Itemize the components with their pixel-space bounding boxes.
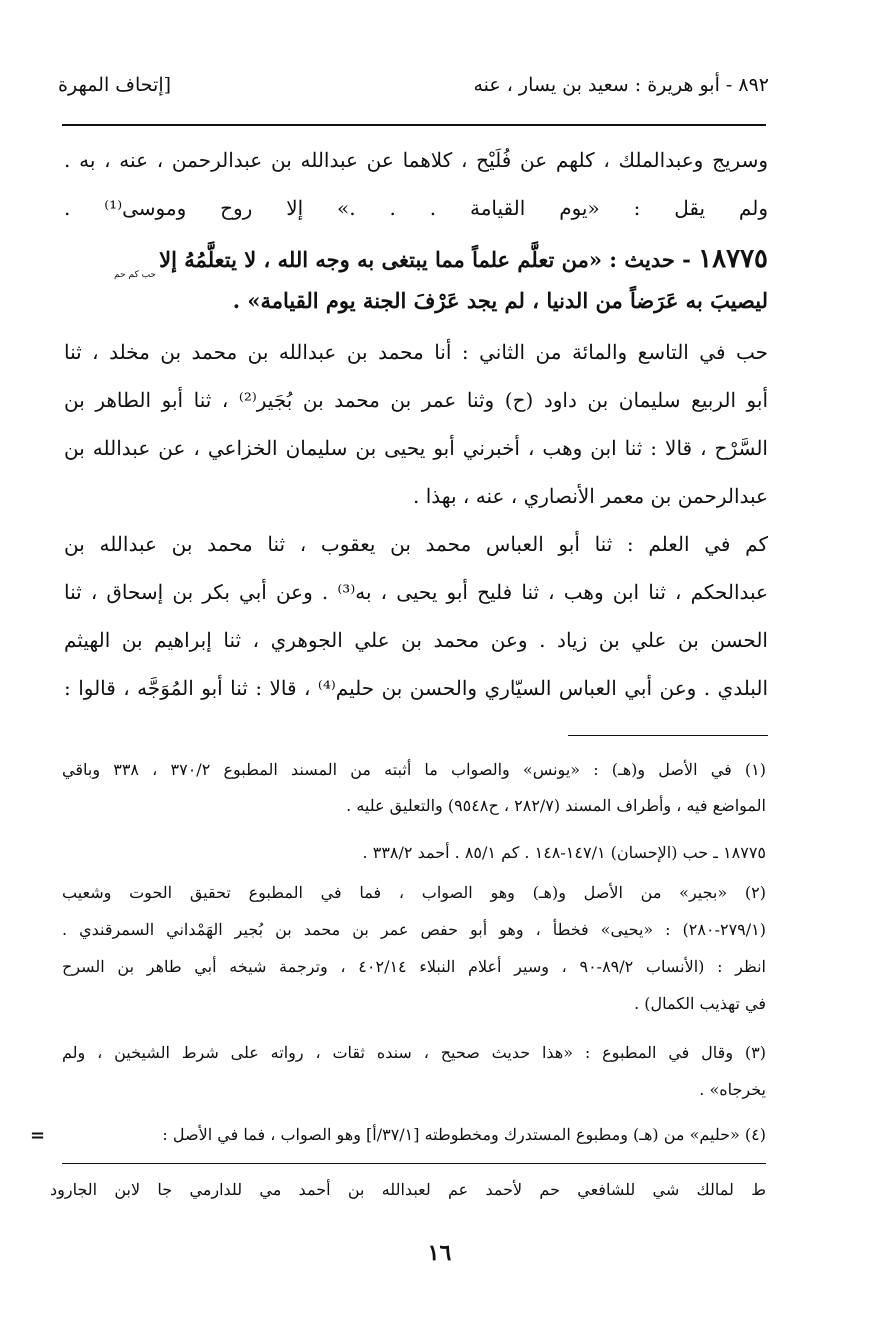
- paragraph-line: عبدالحكم ، ثنا ابن وهب ، ثنا فليح أبو يحيى ، به⁽³⁾ . وعن أبي بكر بن إسحاق ، ثنا: [64, 580, 768, 604]
- paragraph-line: السَّرْح ، قالا : ثنا ابن وهب ، أخبرني أبو يحيى بن سليمان الخزاعي ، عن عبدالله بن: [64, 436, 768, 460]
- reference-line: ١٨٧٧٥ ـ حب (الإحسان) ١٤٧/١-١٤٨ . كم ٨٥/١ . أحمد ٣٣٨/٢ .: [362, 843, 766, 862]
- paragraph-line: كم في العلم : ثنا أبو العباس محمد بن يعقوب ، ثنا محمد بن عبدالله بن: [64, 532, 768, 556]
- continuation-mark: =: [30, 1125, 46, 1146]
- running-header-title: ٨٩٢ - أبو هريرة : سعيد بن يسار ، عنه: [473, 74, 769, 96]
- hadith-heading-text: - حديث : «من تعلَّم علماً مما يبتغى به وجه الله ، لا يتعلَّمُهُ إلا: [159, 247, 691, 272]
- footnote-3: (٣) وقال في المطبوع : «هذا حديث صحيح ، سنده ثقات ، رواته على شرط الشيخين ، ولم: [62, 1043, 766, 1062]
- paragraph-line: عبدالرحمن بن معمر الأنصاري ، عنه ، بهذا .: [413, 484, 768, 508]
- hadith-number: ١٨٧٧٥: [698, 244, 768, 274]
- footnote-2-cont: (٢٧٩/١-٢٨٠) : «يحيى» فخطأ ، وهو أبو حفص عمر بن محمد بن بُجير الهَمْداني السمرقندي .: [62, 920, 766, 939]
- page-number: ١٦: [427, 1240, 452, 1266]
- paragraph-line: الحسن بن علي بن زياد . وعن محمد بن علي الجوهري ، ثنا إبراهيم بن الهيثم: [64, 628, 768, 652]
- paragraph-line: البلدي . وعن أبي العباس السيّاري والحسن بن حليم⁽⁴⁾ ، قالا : ثنا أبو المُوَجَّه ، قالوا :: [64, 676, 768, 700]
- running-header-book: [إتحاف المهرة: [58, 74, 172, 96]
- footnote-separator: [568, 735, 768, 736]
- footnote-2-cont: انظر : (الأنساب ٨٩/٢-٩٠ ، وسير أعلام النبلاء ٤٠٢/١٤ ، وترجمة شيخه أبي طاهر بن السرح: [62, 957, 767, 976]
- body-line: ولم يقل : «يوم القيامة . . .» إلا روح وموسى⁽¹⁾ .: [64, 196, 768, 220]
- hadith-text: ليصيبَ به عَرَضاً من الدنيا ، لم يجد عَرْفَ الجنة يوم القيامة» .: [232, 288, 768, 313]
- body-line: وسريج وعبدالملك ، كلهم عن فُلَيْح ، كلاهما عن عبدالله بن عبدالرحمن ، عنه ، به .: [64, 148, 768, 172]
- footnote-1: (١) في الأصل و(هـ) : «يونس» والصواب ما أثبته من المسند المطبوع ٣٧٠/٢ ، ٣٣٨ وباقي: [62, 760, 766, 779]
- footnote-2-cont: في تهذيب الكمال) .: [634, 994, 766, 1013]
- footnote-3-cont: يخرجاه» .: [699, 1080, 766, 1099]
- footnote-2: (٢) «بجير» من الأصل و(هـ) وهو الصواب ، فما في المطبوع تحقيق الحوت وشعيب: [62, 883, 766, 902]
- paragraph-line: حب في التاسع والمائة من الثاني : أنا محمد بن عبدالله بن محمد بن مخلد ، ثنا: [64, 340, 768, 364]
- hadith-heading: [64, 244, 768, 274]
- bottom-rule: [62, 1163, 766, 1164]
- abbreviations-key: ط لمالك شي للشافعي حم لأحمد عم لعبدالله بن أحمد مي للدارمي جا لابن الجارود: [50, 1180, 766, 1199]
- footnote-4: (٤) «حليم» من (هـ) ومطبوع المستدرك ومخطوطته [٣٧/١/أ] وهو الصواب ، فما في الأصل :: [162, 1125, 766, 1144]
- hadith-sources: حب كم حم: [114, 270, 156, 280]
- footnote-1-cont: المواضع فيه ، وأطراف المسند (٢٨٢/٧ ، ح٩٥٤٨) والتعليق عليه .: [346, 796, 766, 815]
- header-rule: [62, 124, 766, 126]
- paragraph-line: أبو الربيع سليمان بن داود (ح) وثنا عمر بن محمد بن بُجَير⁽²⁾ ، ثنا أبو الطاهر بن: [64, 388, 769, 412]
